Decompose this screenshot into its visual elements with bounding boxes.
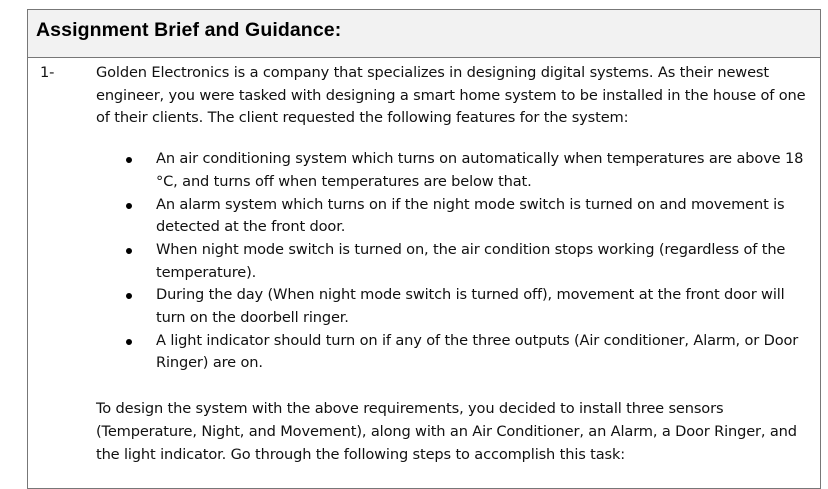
numbered-item-1 xyxy=(40,62,806,466)
list-item-text: An air conditioning system which turns on automatically when temperatures are above 18 °C, and turns off when temperatures are below that. xyxy=(156,150,804,190)
list-item xyxy=(96,148,816,193)
item-number: 1- xyxy=(40,64,55,81)
item-closing: To design the system with the above requirements, you decided to install three sensors (Temperature, Night, and Movement), along with an Air Conditioner, an Alarm, a Door Ringer, and the light indicator. Go through the following steps to accomplish this task: xyxy=(96,400,797,463)
section-header xyxy=(28,10,820,58)
item-intro: Golden Electronics is a company that specializes in designing digital systems. As their newest engineer, you were tasked with designing a smart home system to be installed in the house of one of their clients. The client requested the following features for the system: xyxy=(96,64,806,127)
bullet-icon xyxy=(126,248,132,254)
requirements-list xyxy=(96,148,814,375)
list-item xyxy=(96,284,816,329)
bullet-icon xyxy=(126,157,132,163)
item-content xyxy=(96,62,814,466)
list-item-text: When night mode switch is turned on, the air condition stops working (regardless of the temperature). xyxy=(156,240,786,281)
list-item xyxy=(96,330,816,375)
list-item xyxy=(96,239,816,284)
list-item-text: During the day (When night mode switch is turned off), movement at the front door will turn on the doorbell ringer. xyxy=(156,286,785,327)
section-title: Assignment Brief and Guidance: xyxy=(36,19,342,41)
bullet-icon xyxy=(126,339,132,345)
list-item xyxy=(96,194,816,239)
bullet-icon xyxy=(126,293,132,299)
bullet-icon xyxy=(126,203,132,209)
list-item-text: A light indicator should turn on if any of the three outputs (Air conditioner, Alarm, or Door Ringer) are on. xyxy=(156,331,799,372)
list-item-text: An alarm system which turns on if the night mode switch is turned on and movement is detected at the front door. xyxy=(156,195,785,236)
